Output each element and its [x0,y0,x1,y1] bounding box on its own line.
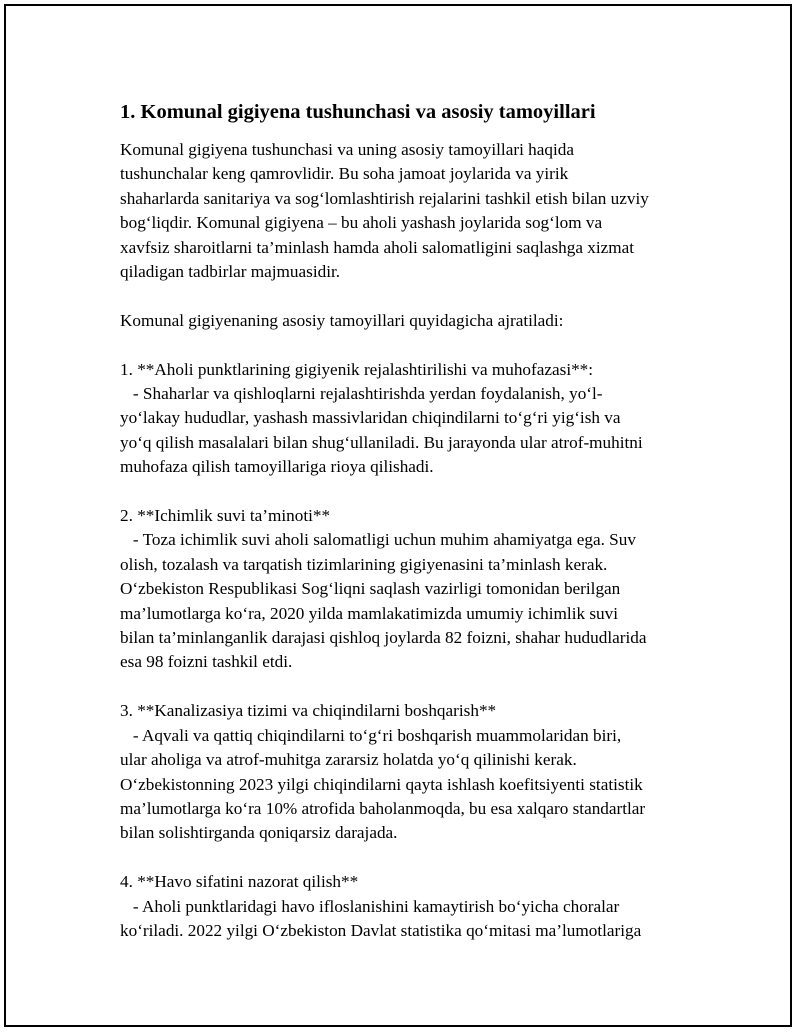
text-line: - Aqvali va qattiq chiqindilarni to‘g‘ri boshqarish muammolaridan biri, [120,725,622,745]
list-item-heading: 1. **Aholi punktlarining gigiyenik rejalashtirilishi va muhofazasi**: [120,359,594,379]
document-content [120,99,700,968]
list-item-4 [120,870,700,943]
text-line: bilan ta’minlanganlik darajasi qishloq joylarda 82 foizni, shahar hududlarida [120,628,647,648]
text-line: Komunal gigiyena tushunchasi va uning asosiy tamoyillari haqida [120,140,574,159]
document-page [4,4,792,1027]
list-item-heading: 2. **Ichimlik suvi ta’minoti** [120,506,331,526]
text-line: tushunchalar keng qamrovlidir. Bu soha jamoat joylarida va yirik [120,164,569,184]
list-item-2 [120,504,700,675]
list-item-1 [120,358,700,480]
text-line: bilan solishtirganda qoniqarsiz darajada. [120,823,398,843]
text-line: yo‘q qilish masalalari bilan shug‘ullaniladi. Bu jarayonda ular atrof-muhitni [120,432,643,452]
text-line: ular aholiga va atrof-muhitga zararsiz holatda yo‘q qilinishi kerak. [120,750,577,770]
list-item-heading: 3. **Kanalizasiya tizimi va chiqindilarni boshqarish** [120,701,497,721]
text-line: yo‘lakay hududlar, yashash massivlaridan chiqindilarni to‘g‘ri yig‘ish va [120,408,621,428]
paragraph-principles-intro [120,309,700,333]
text-line: - Toza ichimlik suvi aholi salomatligi uchun muhim ahamiyatga ega. Suv [120,530,636,550]
text-line: ma’lumotlarga ko‘ra, 2020 yilda mamlakatimizda umumiy ichimlik suvi [120,603,619,623]
text-line: esa 98 foizni tashkil etdi. [120,652,293,672]
text-line: xavfsiz sharoitlarni ta’minlash hamda aholi salomatligini saqlashga xizmat [120,237,635,257]
text-line: O‘zbekistonning 2023 yilgi chiqindilarni qayta ishlash koefitsiyenti statistik [120,774,643,794]
list-item-3 [120,699,700,845]
paragraph-intro [120,138,700,284]
list-item-heading: 4. **Havo sifatini nazorat qilish** [120,872,359,892]
text-line: muhofaza qilish tamoyillariga rioya qilishadi. [120,457,434,477]
text-line: ma’lumotlarga ko‘ra 10% atrofida baholanmoqda, bu esa xalqaro standartlar [120,798,646,818]
text-line: ko‘riladi. 2022 yilgi O‘zbekiston Davlat statistika qo‘mitasi ma’lumotlariga [120,920,642,940]
section-title: 1. Komunal gigiyena tushunchasi va asosiy tamoyillari [120,101,596,123]
text-line: qiladigan tadbirlar majmuasidir. [120,262,341,282]
text-line: shaharlarda sanitariya va sog‘lomlashtirish rejalarini tashkil etish bilan uzviy [120,188,649,208]
text-line: olish, tozalash va tarqatish tizimlarining gigiyenasini ta’minlash kerak. [120,554,608,574]
text-line: bog‘liqdir. Komunal gigiyena – bu aholi yashash joylarida sog‘lom va [120,213,603,233]
text-line: Komunal gigiyenaning asosiy tamoyillari quyidagicha ajratiladi: [120,310,564,330]
text-line: - Shaharlar va qishloqlarni rejalashtirishda yerdan foydalanish, yo‘l- [120,384,603,404]
text-line: - Aholi punktlaridagi havo ifloslanishini kamaytirish bo‘yicha choralar [120,896,620,916]
text-line: O‘zbekiston Respublikasi Sog‘liqni saqlash vazirligi tomonidan berilgan [120,579,621,599]
